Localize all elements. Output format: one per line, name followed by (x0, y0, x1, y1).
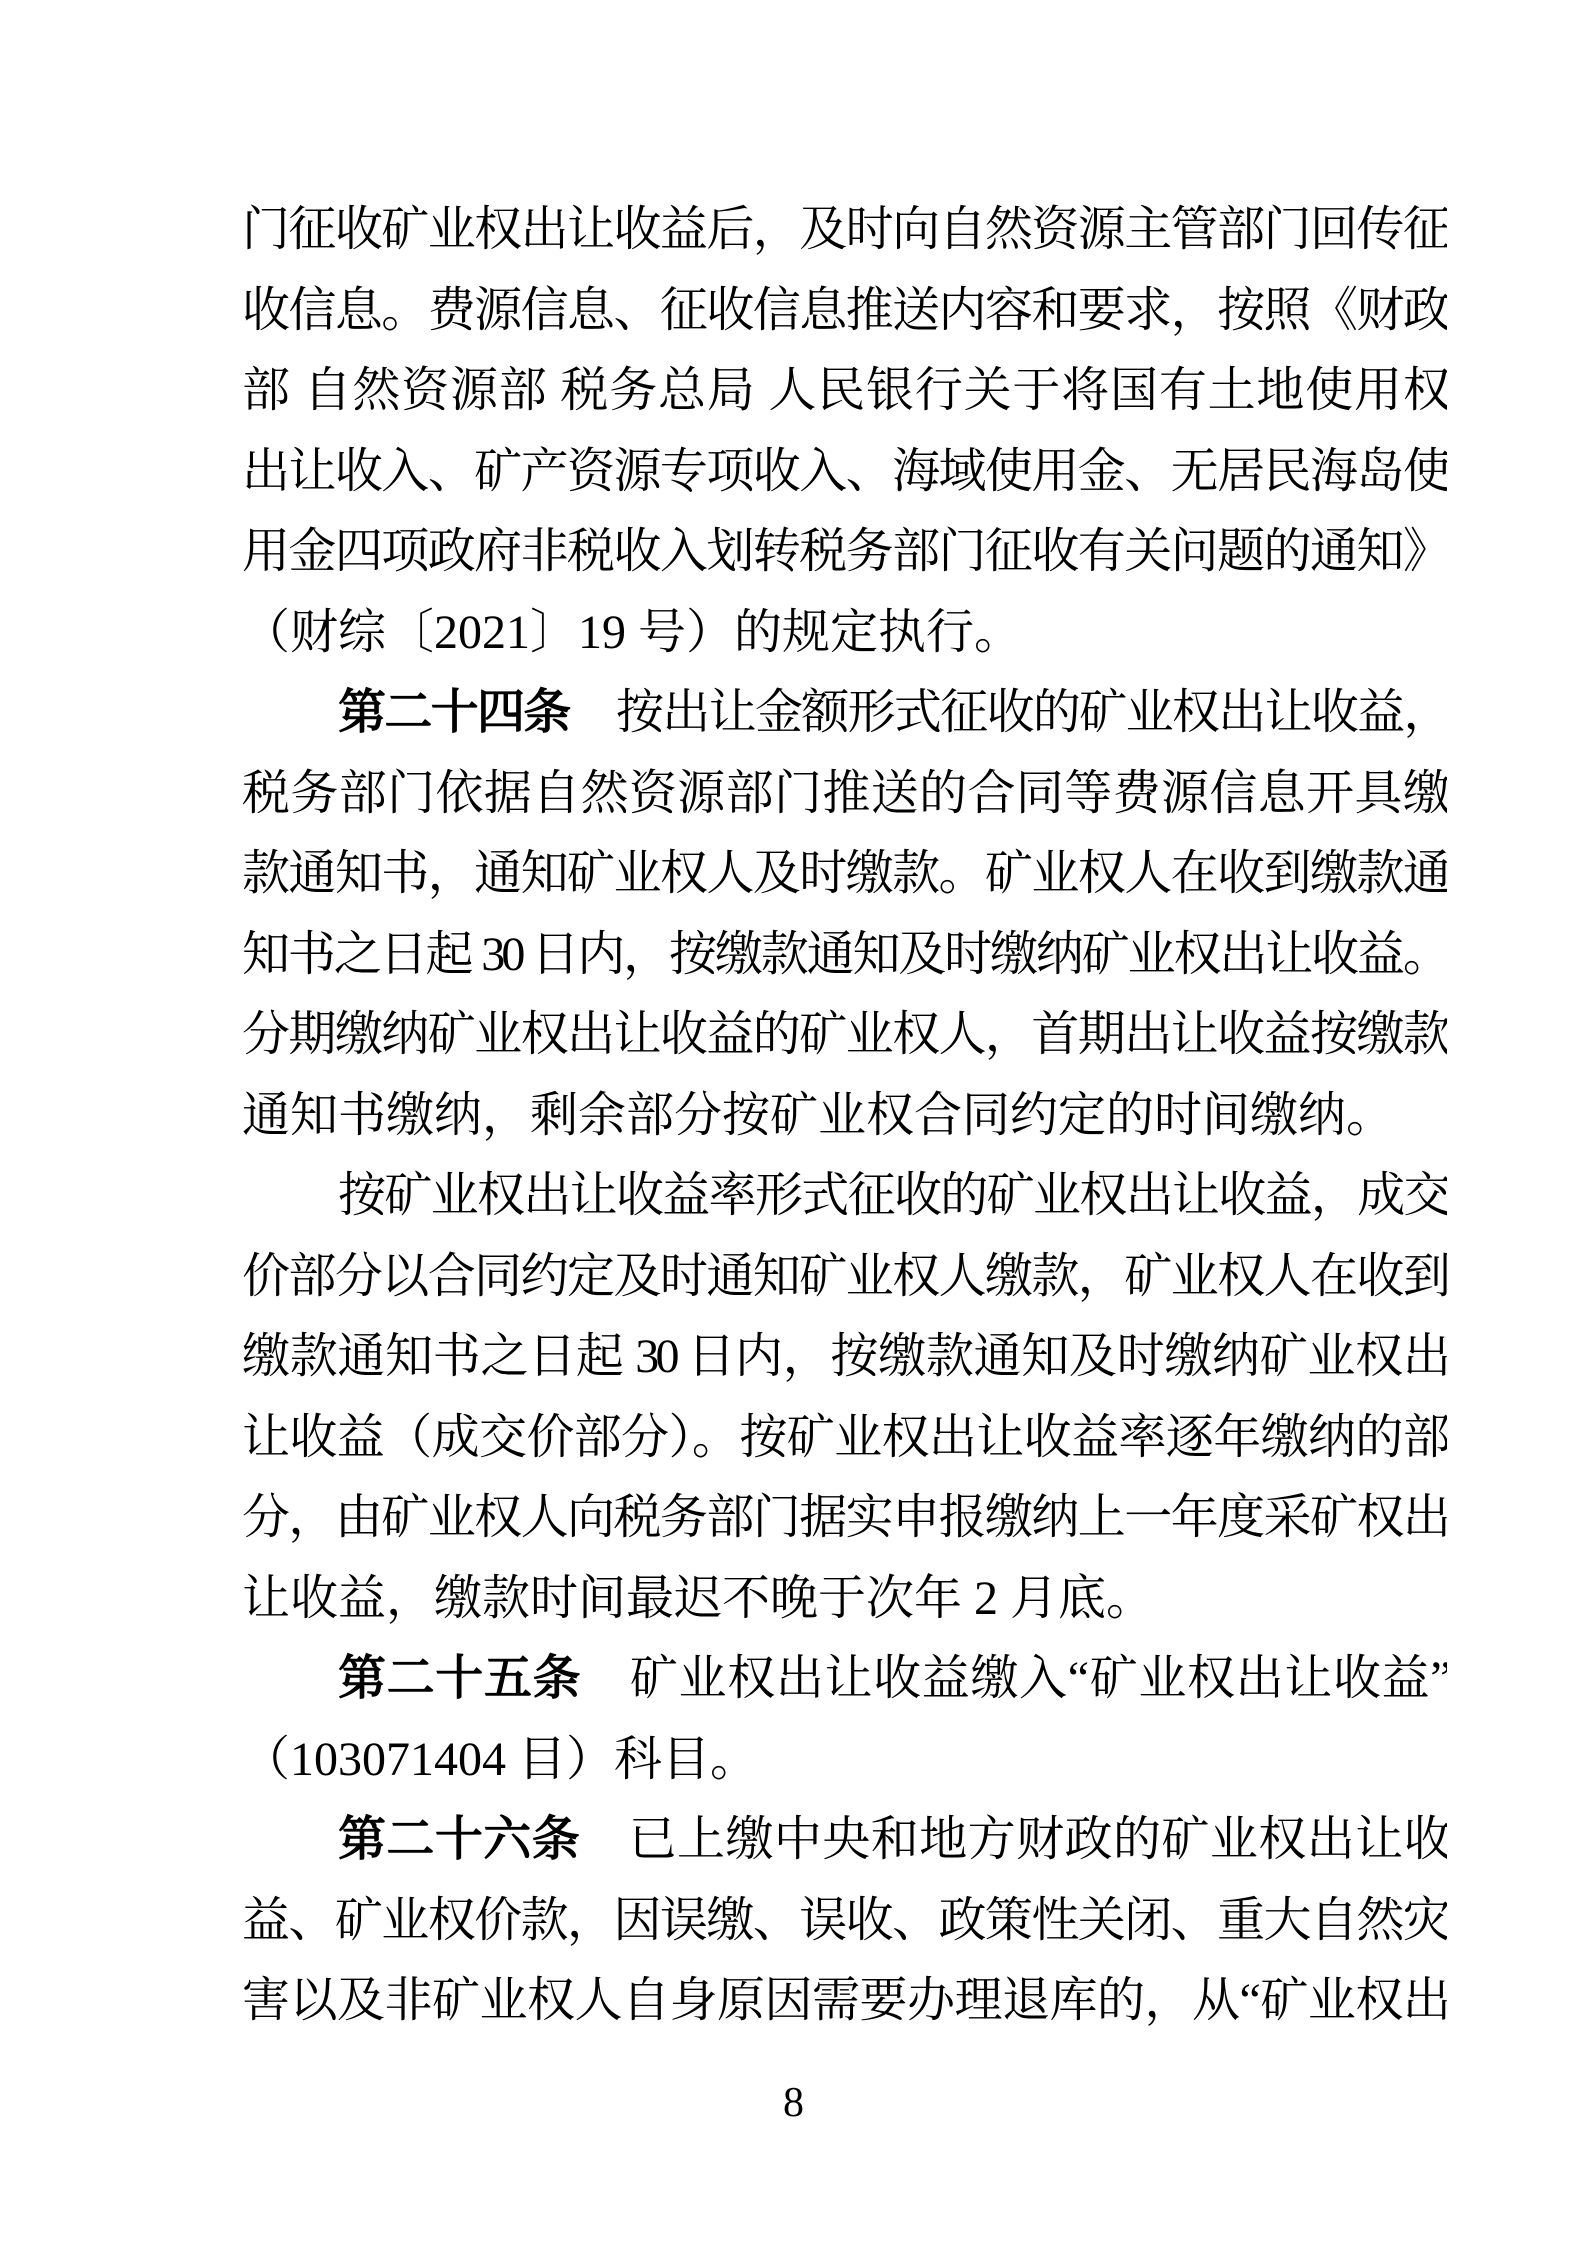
text-line (242, 1478, 1447, 1559)
text-segment: 分期缴纳矿业权出让收益的矿业权人，首期出让收益按缴款 (242, 1008, 1447, 1061)
text-line (242, 1881, 1447, 1962)
text-line (242, 271, 1447, 352)
text-segment: 缴款通知书之日起 30 日内，按缴款通知及时缴纳矿业权出 (242, 1330, 1447, 1383)
text-line (242, 1317, 1447, 1398)
text-line (242, 190, 1447, 271)
text-line (242, 1398, 1447, 1479)
text-segment: 益、矿业权价款，因误缴、误收、政策性关闭、重大自然灾 (242, 1893, 1447, 1947)
article-26-heading-line (242, 1800, 1447, 1881)
text-line (242, 1156, 1447, 1237)
text-segment: 出让收入、矿产资源专项收入、海域使用金、无居民海岛使 (242, 444, 1447, 498)
text-segment: （财综〔2021〕19 号）的规定执行。 (242, 605, 1023, 659)
article-number: 第二十五条 (338, 1652, 582, 1705)
text-line (242, 995, 1447, 1076)
text-line (242, 512, 1447, 593)
text-segment: 部 自然资源部 税务总局 人民银行关于将国有土地使用权 (242, 364, 1447, 417)
text-segment: 价部分以合同约定及时通知矿业权人缴款，矿业权人在收到 (242, 1249, 1447, 1303)
article-number: 第二十四条 (338, 686, 570, 739)
text-line (242, 1559, 1447, 1640)
text-segment: 通知书缴纳，剩余部分按矿业权合同约定的时间缴纳。 (242, 1088, 1395, 1142)
text-segment: 让收益（成交价部分）。按矿业权出让收益率逐年缴纳的部 (242, 1410, 1447, 1464)
page-number: 8 (783, 2080, 804, 2126)
text-line (242, 432, 1447, 513)
text-segment: 门征收矿业权出让收益后，及时向自然资源主管部门回传征 (242, 203, 1447, 256)
text-segment: 用金四项政府非税收入划转税务部门征收有关问题的通知》 (242, 525, 1447, 578)
text-segment: 按出让金额形式征收的矿业权出让收益， (569, 686, 1447, 739)
text-segment: 让收益，缴款时间最迟不晚于次年 2 月底。 (242, 1571, 1155, 1625)
text-segment: 已上缴中央和地方财政的矿业权出让收 (580, 1813, 1447, 1866)
article-number: 第二十六条 (338, 1813, 581, 1866)
text-line (242, 834, 1447, 915)
document-text-block (242, 190, 1447, 2042)
text-line (242, 754, 1447, 835)
text-line (242, 1961, 1447, 2042)
text-segment: 知书之日起 30 日内，按缴款通知及时缴纳矿业权出让收益。 (242, 927, 1447, 981)
text-segment: 分，由矿业权人向税务部门据实申报缴纳上一年度采矿权出 (242, 1491, 1447, 1544)
text-line (242, 593, 1447, 674)
text-segment: 款通知书，通知矿业权人及时缴款。矿业权人在收到缴款通 (242, 847, 1447, 900)
article-24-heading-line (242, 673, 1447, 754)
text-segment: 收信息。费源信息、征收信息推送内容和要求，按照《财政 (242, 283, 1447, 337)
text-segment: 害以及非矿业权人自身原因需要办理退库的，从“矿业权出 (242, 1974, 1447, 2027)
text-line (242, 1076, 1447, 1157)
article-25-heading-line (242, 1639, 1447, 1720)
text-segment: 按矿业权出让收益率形式征收的矿业权出让收益，成交 (338, 1169, 1447, 1222)
text-line (242, 1237, 1447, 1318)
text-line (242, 351, 1447, 432)
text-line (242, 915, 1447, 996)
text-segment: 税务部门依据自然资源部门推送的合同等费源信息开具缴 (242, 766, 1447, 820)
text-line (242, 1720, 1447, 1801)
text-segment: 矿业权出让收益缴入“矿业权出让收益” (581, 1652, 1447, 1705)
text-segment: （103071404 目）科目。 (242, 1732, 759, 1786)
